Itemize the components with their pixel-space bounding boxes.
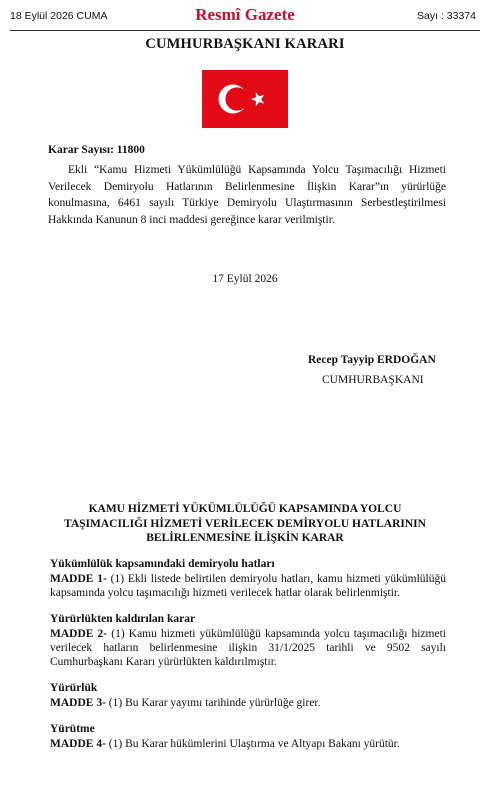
turkish-flag-icon	[202, 70, 288, 128]
decision-number: Karar Sayısı: 11800	[48, 144, 145, 156]
article-4-body	[50, 737, 446, 751]
article-3-text: (1) Bu Karar yayımı tarihinde yürürlüğe girer.	[105, 697, 321, 709]
issue-number: Sayı : 33374	[417, 10, 476, 22]
header-date: 18 Eylül 2026 CUMA	[10, 10, 108, 22]
article-1-heading: Yükümlülük kapsamındaki demiryolu hatları	[50, 558, 275, 570]
article-4-text: (1) Bu Karar hükümlerini Ulaştırma ve Altyapı Bakanı yürütür.	[105, 738, 400, 750]
document-title: CUMHURBAŞKANI KARARI	[145, 36, 345, 52]
regulation-title-line: KAMU HİZMETİ YÜKÜMLÜLÜĞÜ KAPSAMINDA YOLCU	[88, 503, 402, 515]
article-2-label: MADDE 2-	[50, 628, 108, 640]
article-3-label: MADDE 3-	[50, 697, 106, 709]
article-4-heading: Yürütme	[50, 723, 95, 735]
article-2-text: (1) Kamu hizmeti yükümlülüğü kapsamında yolcu taşımacılığı hizmeti verilecek hatların belirlenmesine ilişkin 31/1/2025 tarihli ve 9502 sayılı Cumhurbaşkanı Kararı yürürlükten kaldırılmıştır.	[50, 628, 446, 668]
regulation-title	[30, 502, 460, 546]
decision-date: 17 Eylül 2026	[212, 273, 278, 285]
signer-title: CUMHURBAŞKANI	[322, 374, 424, 386]
intro-paragraph: Ekli “Kamu Hizmeti Yükümlülüğü Kapsamında Yolcu Taşımacılığı Hizmeti Verilecek Demiryolu Hatlarının Belirlenmesine İlişkin Karar”ın yürürlüğe konulmasına, 6461 sayılı Türkiye Demiryolu Ulaştırmasının Serbestleştirilmesi Hakkında Kanunun 8 inci maddesi gereğince karar verilmiştir.	[48, 164, 446, 226]
article-2-body	[50, 627, 446, 669]
article-1-body	[50, 572, 446, 600]
article-2-heading: Yürürlükten kaldırılan karar	[50, 613, 196, 625]
regulation-title-line: BELİRLENMESİNE İLİŞKİN KARAR	[146, 532, 344, 544]
article-3-heading: Yürürlük	[50, 682, 98, 694]
article-4-label: MADDE 4-	[50, 738, 106, 750]
regulation-title-line: TAŞIMACILIĞI HİZMETİ VERİLECEK DEMİRYOLU HATLARININ	[64, 517, 426, 530]
signer-name: Recep Tayyip ERDOĞAN	[308, 354, 436, 366]
gazette-header	[0, 0, 490, 30]
gazette-name: Resmî Gazete	[195, 5, 295, 24]
article-1-text: (1) Ekli listede belirtilen demiryolu hatları, kamu hizmeti yükümlülüğü kapsamında yolcu taşımacılığı hizmeti verilecek hatlar olarak belirlenmiştir.	[50, 573, 446, 599]
article-3-body	[50, 696, 446, 710]
article-1-label: MADDE 1-	[50, 573, 107, 585]
header-divider	[10, 30, 480, 31]
